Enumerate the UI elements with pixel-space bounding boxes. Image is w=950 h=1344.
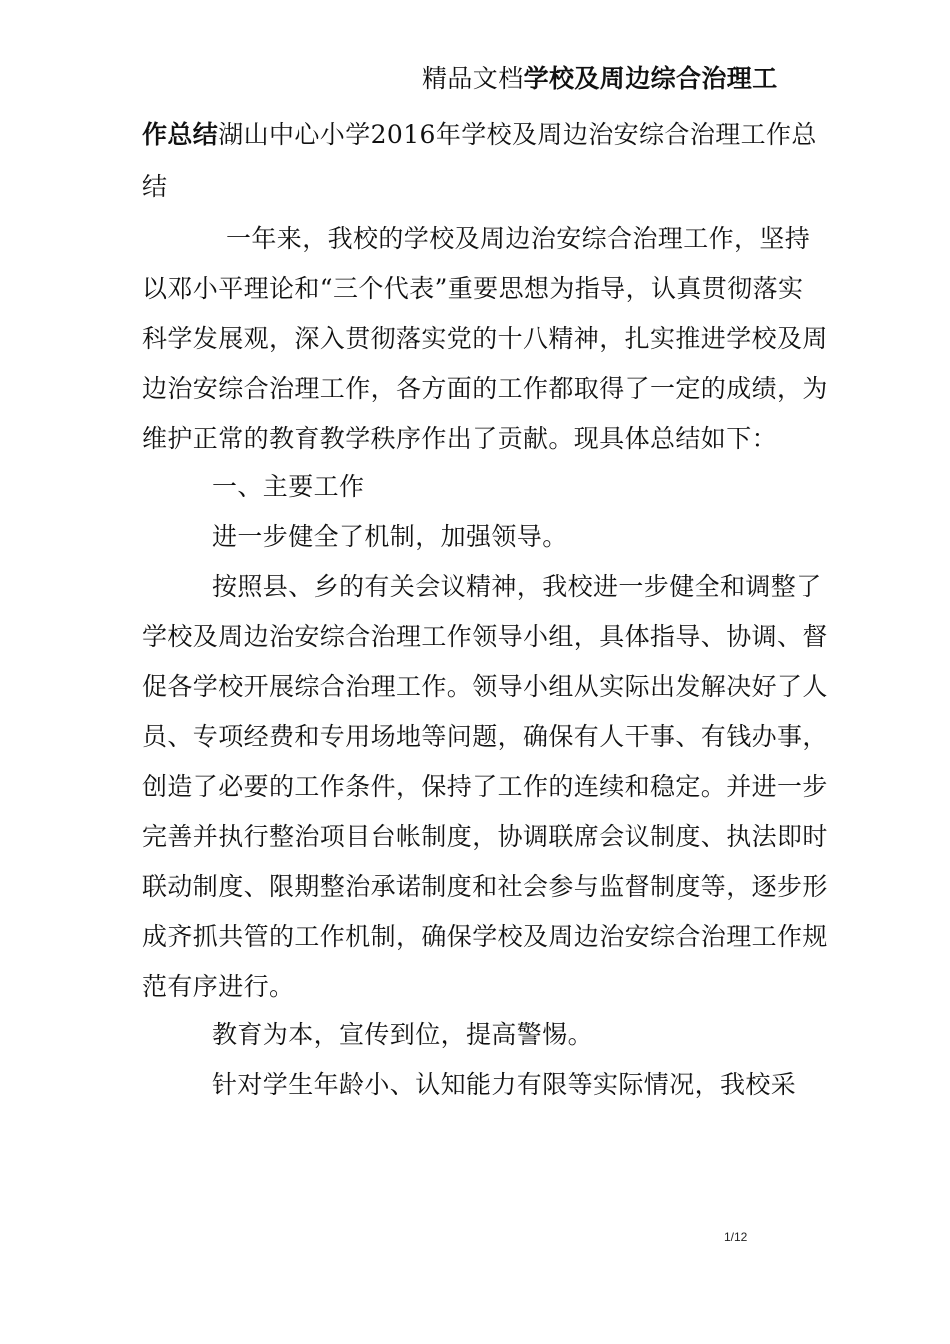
paragraph-line: 员、专项经费和专用场地等问题，确保有人干事、有钱办事， xyxy=(142,722,828,751)
paragraph-line: 针对学生年龄小、认知能力有限等实际情况，我校采 xyxy=(212,1070,797,1099)
paragraph-line: 联动制度、限期整治承诺制度和社会参与监督制度等，逐步形 xyxy=(142,872,828,901)
document-title-part2: 作总结 xyxy=(142,120,219,149)
paragraph-line: 边治安综合治理工作，各方面的工作都取得了一定的成绩，为 xyxy=(142,374,828,403)
section-heading: 一、主要工作 xyxy=(212,472,365,501)
paragraph-line: 维护正常的教育教学秩序作出了贡献。现具体总结如下： xyxy=(142,424,778,453)
subtitle-line-2: 结 xyxy=(142,172,168,201)
header-prefix: 精品文档 xyxy=(422,64,524,93)
paragraph-line: 学校及周边治安综合治理工作领导小组，具体指导、协调、督 xyxy=(142,622,828,651)
subsection-heading: 教育为本，宣传到位，提高警惕。 xyxy=(212,1020,594,1049)
paragraph-line: 科学发展观，深入贯彻落实党的十八精神，扎实推进学校及周 xyxy=(142,324,828,353)
paragraph-line: 范有序进行。 xyxy=(142,972,295,1001)
subsection-heading: 进一步健全了机制，加强领导。 xyxy=(212,522,568,551)
paragraph-line: 一年来，我校的学校及周边治安综合治理工作，坚持 xyxy=(226,224,811,253)
page-number: 1/12 xyxy=(724,1230,748,1244)
document-subtitle: 湖山中心小学2016年学校及周边治安综合治理工作总 xyxy=(218,120,817,149)
paragraph-line: 创造了必要的工作条件，保持了工作的连续和稳定。并进一步 xyxy=(142,772,828,801)
paragraph-line: 成齐抓共管的工作机制，确保学校及周边治安综合治理工作规 xyxy=(142,922,828,951)
title-line-1 xyxy=(422,64,950,94)
document-title-part1: 学校及周边综合治理工 xyxy=(523,64,778,93)
paragraph-line: 以邓小平理论和“三个代表”重要思想为指导，认真贯彻落实 xyxy=(142,274,804,303)
title-line-2 xyxy=(142,120,842,150)
paragraph-line: 促各学校开展综合治理工作。领导小组从实际出发解决好了人 xyxy=(142,672,828,701)
paragraph-line: 按照县、乡的有关会议精神，我校进一步健全和调整了 xyxy=(212,572,822,601)
paragraph-line: 完善并执行整治项目台帐制度，协调联席会议制度、执法即时 xyxy=(142,822,828,851)
